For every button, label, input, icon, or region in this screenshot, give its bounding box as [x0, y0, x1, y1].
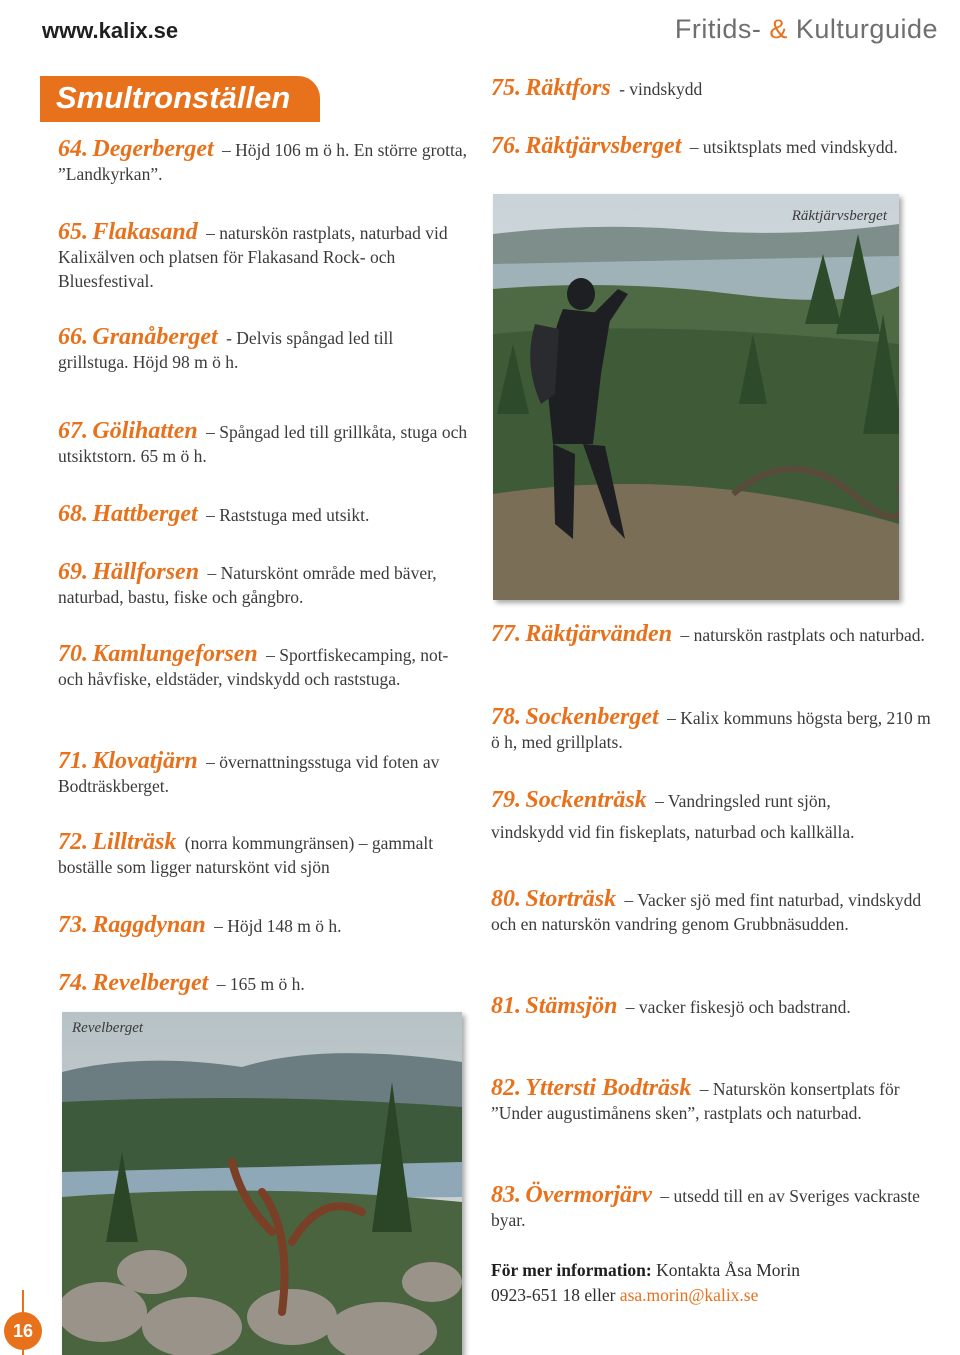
entry-78: 78. Sockenberget – Kalix kommuns högsta berg, 210 m ö h, med grillplats.: [491, 704, 931, 752]
entry-71: 71. Klovatjärn – övernattningsstuga vid foten av Bodträskberget.: [58, 748, 440, 796]
entry-80: 80. Storträsk – Vacker sjö med fint naturbad, vindskydd och en naturskön vandring genom Grubbnäsudden.: [491, 886, 922, 934]
entry-70: 70. Kamlungeforsen – Sportfiskecamping, not- och håvfiske, eldstäder, vindskydd och raststuga.: [58, 641, 449, 689]
entry-76: 76. Räktjärvsberget – utsiktsplats med vindskydd.: [491, 133, 898, 159]
contact-email[interactable]: asa.morin@kalix.se: [619, 1285, 759, 1305]
contact-phone: 0923-651 18 eller: [491, 1285, 616, 1305]
guide-title-amp: &: [769, 14, 788, 44]
photo-forest-landscape: [62, 1012, 462, 1355]
entry-81: 81. Stämsjön – vacker fiskesjö och badstrand.: [491, 993, 851, 1019]
entry-83: 83. Övermorjärv – utsedd till en av Sveriges vackraste byar.: [491, 1182, 920, 1230]
guide-title-part2: Kulturguide: [795, 14, 938, 44]
site-url[interactable]: www.kalix.se: [42, 18, 179, 43]
contact-label: För mer information:: [491, 1260, 652, 1280]
entry-73: 73. Raggdynan – Höjd 148 m ö h.: [58, 912, 342, 938]
entry-79: 79. Sockenträsk – Vandringsled runt sjön,: [491, 787, 831, 813]
guide-title-part1: Fritids-: [674, 14, 762, 44]
photo-raktjarvsberget: [493, 194, 899, 600]
entry-75: 75. Räktfors - vindskydd: [491, 75, 703, 101]
entry-77: 77. Räktjärvänden – naturskön rastplats och naturbad.: [491, 621, 925, 647]
photo-caption-top: Räktjärvsberget: [791, 208, 887, 224]
contact-text: Kontakta Åsa Morin: [656, 1260, 800, 1280]
entry-74: 74. Revelberget – 165 m ö h.: [58, 970, 305, 996]
section-title: Smultronställen: [56, 80, 291, 115]
entry-79-continued: vindskydd vid fin fiskeplats, naturbad och kallkälla.: [491, 822, 855, 842]
entry-65: 65. Flakasand – naturskön rastplats, naturbad vid Kalixälven och platsen för Flakasand Rock- och Bluesfestival.: [58, 219, 448, 291]
entry-82: 82. Yttersti Bodträsk – Naturskön konsertplats för ”Under augustimånens sken”, rastplats och naturbad.: [491, 1075, 900, 1123]
entry-68: 68. Hattberget – Raststuga med utsikt.: [58, 501, 370, 527]
entry-72: 72. Lillträsk (norra kommungränsen) – gammalt boställe som ligger naturskönt vid sjön: [58, 829, 434, 877]
photo-hiker-landscape: [493, 194, 899, 600]
photo-caption-bottom: Revelberget: [72, 1020, 144, 1036]
entry-64: 64. Degerberget – Höjd 106 m ö h. En större grotta, ”Landkyrkan”.: [58, 136, 468, 184]
contact-info: [491, 1258, 931, 1308]
page-number: 16: [4, 1312, 42, 1350]
entry-66: 66. Granåberget - Delvis spångad led till grillstuga. Höjd 98 m ö h.: [58, 324, 394, 372]
section-banner: [40, 76, 320, 122]
photo-revelberget: [62, 1012, 462, 1355]
guide-title: [675, 14, 938, 45]
entry-69: 69. Hällforsen – Naturskönt område med bäver, naturbad, bastu, fiske och gångbro.: [58, 559, 437, 607]
entry-67: 67. Gölihatten – Spångad led till grillkåta, stuga och utsiktstorn. 65 m ö h.: [58, 418, 468, 466]
